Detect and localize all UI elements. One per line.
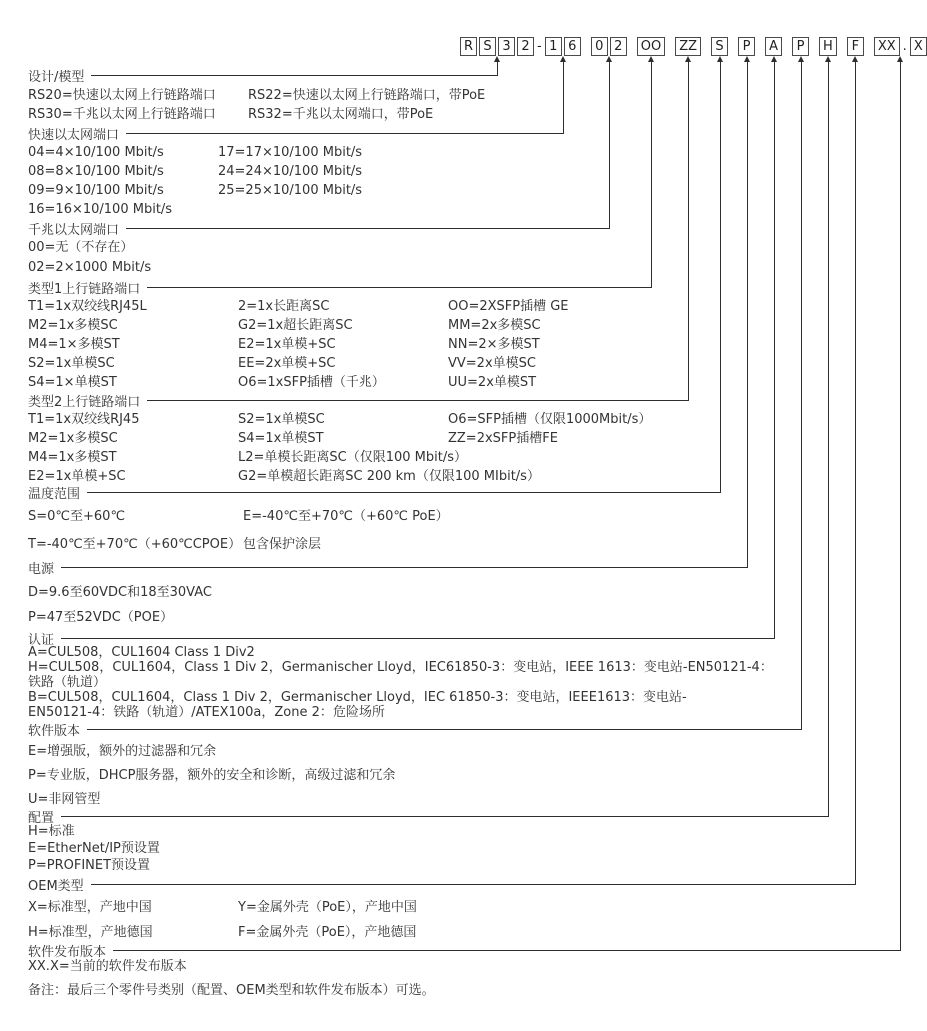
entry-row [28,105,485,124]
section-header-ge [28,219,610,237]
entry-cell: RS20=快速以太网上行链路端口 [28,88,216,103]
section-content-oem [28,895,417,945]
entry-row [28,605,212,630]
section-header-sw [28,720,802,738]
section-content-cert [28,645,773,720]
leader-line [91,884,856,885]
arrow-up-icon [798,56,804,62]
entry-row [28,675,773,690]
entry-row [28,373,569,392]
entry-cell: G2=1x超长距离SC [238,318,353,333]
entry-cell: F=金属外壳（PoE），产地德国 [238,925,417,940]
entry-row [28,86,485,105]
section-label: 软件发布版本 [28,944,107,960]
entry-cell: U=非网管型 [28,792,101,807]
section-header-design [28,66,498,84]
entry-row [28,840,160,857]
entry-row [28,410,651,429]
entry-cell: 17=17×10/100 Mbit/s [218,145,363,160]
leader-vertical-line [720,62,721,492]
code-segment-box: XX [874,37,900,56]
leader-vertical-line [651,62,652,287]
section-label: 类型2上行链路端口 [28,394,141,410]
leader-line [126,133,564,134]
leader-line [87,729,802,730]
code-segment-box: OO [637,37,665,56]
entry-cell: 02=2×1000 Mbit/s [28,260,152,275]
entry-cell: UU=2x单模ST [448,375,537,390]
entry-cell: T1=1x双绞线RJ45L [28,299,147,314]
section-content-power [28,580,212,630]
section-label: 千兆以太网端口 [28,222,120,238]
entry-row [28,162,362,181]
leader-line [91,75,498,76]
section-content-uplink1 [28,297,569,392]
section-content-fe [28,143,362,219]
code-segment-box: H [819,37,837,56]
entry-row [28,895,417,920]
entry-row [28,740,395,764]
entry-cell: H=标准 [28,824,75,839]
leader-line [61,638,775,639]
entry-cell: A=CUL508，CUL1604 Class 1 Div2 [28,645,255,660]
arrow-up-icon [560,56,566,62]
entry-cell: T1=1x双绞线RJ45 [28,412,140,427]
entry-row [28,531,449,559]
section-header-power [28,558,748,576]
code-segment-separator: . [902,39,907,54]
leader-line [147,400,689,401]
arrow-up-icon [717,56,723,62]
entry-cell: S4=1x单模ST [238,431,324,446]
entry-cell: E2=1x单模+SC [238,337,336,352]
code-segment-box: 6 [564,37,581,56]
entry-cell: 08=8×10/100 Mbit/s [28,164,164,179]
arrow-up-icon [606,56,612,62]
entry-row [28,429,651,448]
entry-cell: P=PROFINET预设置 [28,858,151,873]
entry-row [28,857,160,874]
section-content-uplink2 [28,410,651,486]
entry-cell: RS30=千兆以太网上行链路端口 [28,107,216,122]
entry-cell: B=CUL508，CUL1604，Class 1 Div 2，Germanischer Lloyd，IEC 61850-3：变电站，IEEE1613：变电站- [28,690,687,705]
section-header-oem [28,875,856,893]
leader-vertical-line [828,62,829,816]
entry-row [28,660,773,675]
section-label: 认证 [28,632,55,648]
entry-cell: M2=1x多模SC [28,431,118,446]
entry-cell: XX.X=当前的软件发布版本 [28,959,187,974]
entry-cell: H=标准型，产地德国 [28,925,153,940]
entry-row [28,705,773,720]
arrow-up-icon [685,56,691,62]
arrow-up-icon [771,56,777,62]
entry-row [28,823,160,840]
section-label: 配置 [28,810,55,826]
entry-cell: 包含保护涂层 [243,537,322,552]
entry-cell: OO=2XSFP插槽 GE [448,299,569,314]
entry-cell: RS32=千兆以太网端口，带PoE [248,107,434,122]
entry-cell: RS22=快速以太网上行链路端口，带PoE [248,88,486,103]
entry-cell: M4=1×多模ST [28,337,120,352]
entry-cell: MM=2x多模SC [448,318,541,333]
section-header-uplink2 [28,391,689,409]
entry-cell: 09=9×10/100 Mbit/s [28,183,164,198]
code-segment-box: S [711,37,728,56]
entry-cell: EN50121-4：铁路（轨道）/ATEX100a，Zone 2：危险场所 [28,705,385,720]
code-segment-box: 2 [517,37,534,56]
code-segment-box: R [460,37,477,56]
entry-cell: S2=1x单模SC [238,412,325,427]
arrow-up-icon [648,56,654,62]
section-content-sw [28,740,395,812]
code-segment-box: F [847,37,864,56]
entry-cell: E2=1x单模+SC [28,469,126,484]
leader-vertical-line [563,62,564,133]
entry-row [28,316,569,335]
code-segment-box: S [479,37,496,56]
entry-row [28,143,362,162]
entry-row [28,354,569,373]
entry-row [28,238,151,258]
section-content-release [28,957,187,976]
entry-cell: 24=24×10/100 Mbit/s [218,164,363,179]
code-segment-box: A [765,37,782,56]
leader-vertical-line [801,62,802,729]
entry-cell: Y=金属外壳（PoE），产地中国 [238,900,417,915]
entry-row [28,580,212,605]
section-label: 软件版本 [28,723,81,739]
code-segment-box: X [910,37,927,56]
entry-cell: E=-40℃至+70℃（+60℃ PoE） [243,509,449,524]
ordering-code [460,37,927,56]
code-segment-box: 0 [591,37,608,56]
entry-row [28,957,187,976]
entry-cell: S2=1x单模SC [28,356,115,371]
entry-row [28,258,151,278]
entry-cell: S=0℃至+60℃ [28,509,126,524]
section-content-config [28,823,160,874]
section-content-ge [28,238,151,278]
code-segment-box: 2 [610,37,627,56]
leader-vertical-line [855,62,856,884]
leader-vertical-line [497,62,498,75]
entry-cell: VV=2x单模SC [448,356,536,371]
code-segment-box: 1 [545,37,562,56]
leader-line [61,816,829,817]
entry-cell: 铁路（轨道） [28,675,107,690]
entry-cell: X=标准型，产地中国 [28,900,152,915]
section-label: 温度范围 [28,486,81,502]
entry-cell: G2=单模超长距离SC 200 km（仅限100 MIbit/s） [238,469,540,484]
entry-row [28,200,362,219]
entry-cell: M4=1x多模ST [28,450,117,465]
entry-row [28,297,569,316]
entry-row [28,645,773,660]
arrow-up-icon [494,56,500,62]
entry-cell: L2=单模长距离SC（仅限100 Mbit/s） [238,450,468,465]
entry-cell: S4=1×单模ST [28,375,117,390]
entry-row [28,503,449,531]
arrow-up-icon [852,56,858,62]
code-segment-box: 3 [498,37,515,56]
section-content-temp [28,503,449,559]
section-label: 类型1上行链路端口 [28,281,141,297]
entry-row [28,335,569,354]
entry-cell: P=专业版，DHCP服务器，额外的安全和诊断，高级过滤和冗余 [28,768,396,783]
section-label: 设计/模型 [28,69,85,85]
entry-cell: P=47至52VDC（POE） [28,610,174,625]
section-label: 快速以太网端口 [28,127,120,143]
note: 备注：最后三个零件号类别（配置、OEM类型和软件发布版本）可选。 [28,983,435,998]
leader-vertical-line [774,62,775,638]
arrow-up-icon [744,56,750,62]
code-segment-box: P [738,37,755,56]
entry-cell: NN=2×多模ST [448,337,540,352]
leader-line [61,567,748,568]
entry-cell: EE=2x单模+SC [238,356,336,371]
code-segment-box: ZZ [675,37,701,56]
entry-cell: ZZ=2xSFP插槽FE [448,431,558,446]
entry-cell: D=9.6至60VDC和18至30VAC [28,585,212,600]
entry-cell: T=-40℃至+70℃（+60℃CPOE） [28,537,242,552]
leader-line [87,492,721,493]
entry-cell: 2=1x长距离SC [238,299,330,314]
entry-cell: 16=16×10/100 Mbit/s [28,202,173,217]
section-label: 电源 [28,561,55,577]
entry-cell: 00=无（不存在） [28,240,134,255]
section-label: OEM类型 [28,878,84,894]
entry-cell: H=CUL508，CUL1604，Class 1 Div 2，Germanischer Lloyd，IEC61850-3：变电站，IEEE 1613：变电站-EN50121-4： [28,660,773,675]
entry-cell: O6=SFP插槽（仅限1000Mbit/s） [448,412,652,427]
leader-line [126,228,610,229]
entry-cell: E=EtherNet/IP预设置 [28,841,160,856]
leader-line [147,287,652,288]
section-header-temp [28,483,721,501]
arrow-up-icon [897,56,903,62]
code-segment-box: P [792,37,809,56]
entry-cell: O6=1xSFP插槽（千兆） [238,375,385,390]
section-header-fe [28,124,564,142]
entry-cell: 04=4×10/100 Mbit/s [28,145,164,160]
code-segment-separator: - [537,39,542,54]
leader-vertical-line [747,62,748,567]
entry-row [28,690,773,705]
entry-cell: M2=1x多模SC [28,318,118,333]
arrow-up-icon [825,56,831,62]
entry-row [28,181,362,200]
entry-row [28,764,395,788]
leader-vertical-line [688,62,689,400]
leader-vertical-line [900,62,901,950]
section-content-design [28,86,485,124]
entry-cell: 25=25×10/100 Mbit/s [218,183,363,198]
section-header-uplink1 [28,278,652,296]
leader-line [113,950,901,951]
entry-cell: E=增强版，额外的过滤器和冗余 [28,744,217,759]
entry-row [28,448,651,467]
leader-vertical-line [609,62,610,228]
